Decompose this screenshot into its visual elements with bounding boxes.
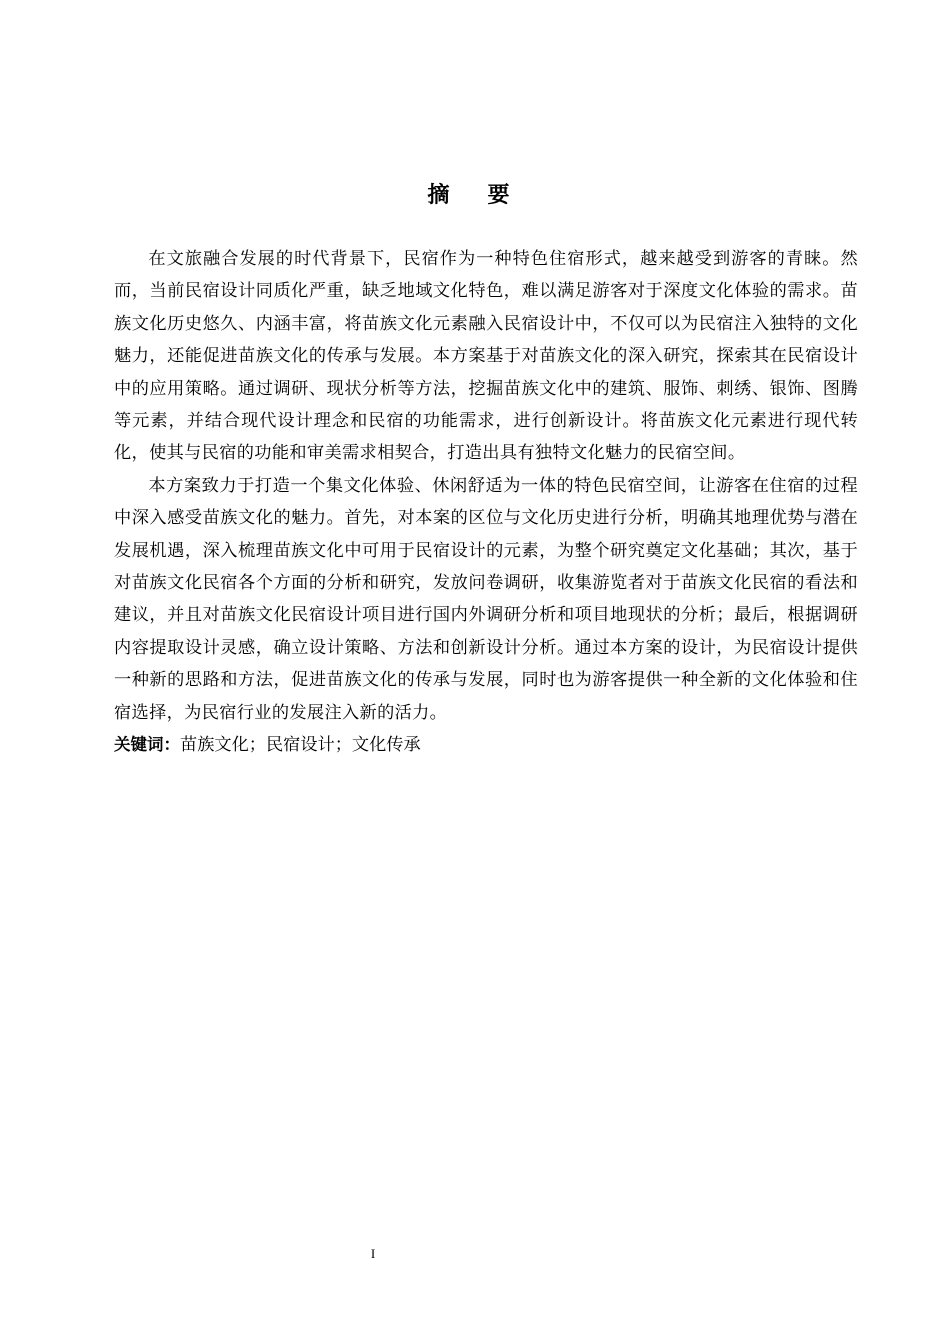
abstract-paragraph-1: 在文旅融合发展的时代背景下，民宿作为一种特色住宿形式，越来越受到游客的青睐。然而，当前民宿设计同质化严重，缺乏地域文化特色，难以满足游客对于深度文化体验的需求。苗族文化历史悠久、内涵丰富，将苗族文化元素融入民宿设计中，不仅可以为民宿注入独特的文化魅力，还能促进苗族文化的传承与发展。本方案基于对苗族文化的深入研究，探索其在民宿设计中的应用策略。通过调研、现状分析等方法，挖掘苗族文化中的建筑、服饰、刺绣、银饰、图腾等元素，并结合现代设计理念和民宿的功能需求，进行创新设计。将苗族文化元素进行现代转化，使其与民宿的功能和审美需求相契合，打造出具有独特文化魅力的民宿空间。 (114, 249, 858, 464)
keywords-label: 关键词： (114, 735, 180, 755)
abstract-body (114, 243, 858, 762)
keywords-line (114, 729, 858, 761)
page-number: I (370, 1246, 376, 1261)
abstract-paragraph-2: 本方案致力于打造一个集文化体验、休闲舒适为一体的特色民宿空间，让游客在住宿的过程中深入感受苗族文化的魅力。首先，对本案的区位与文化历史进行分析，明确其地理优势与潜在发展机遇，深入梳理苗族文化中可用于民宿设计的元素，为整个研究奠定文化基础；其次，基于对苗族文化民宿各个方面的分析和研究，发放问卷调研，收集游览者对于苗族文化民宿的看法和建议，并且对苗族文化民宿设计项目进行国内外调研分析和项目地现状的分析；最后，根据调研内容提取设计灵感，确立设计策略、方法和创新设计分析。通过本方案的设计，为民宿设计提供一种新的思路和方法，促进苗族文化的传承与发展，同时也为游客提供一种全新的文化体验和住宿选择，为民宿行业的发展注入新的活力。 (114, 475, 858, 723)
keywords-value: 苗族文化；民宿设计；文化传承 (180, 735, 421, 756)
abstract-title: 摘要 (427, 183, 548, 208)
